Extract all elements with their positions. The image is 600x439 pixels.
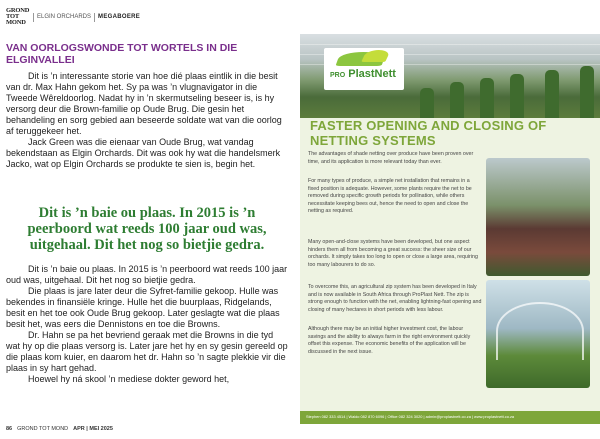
page-number: 86: [6, 426, 13, 432]
article-paragraph: Hoewel hy ná skool ’n mediese dokter geword het,: [28, 374, 230, 384]
article-body-top: [6, 71, 288, 170]
footer-magazine: GROND TOT MOND: [17, 426, 69, 432]
advert-paragraph: To overcome this, an agricultural zip system has been developed in Italy and is now available in South Africa through ProPlast Nett. The zip is strong enough to function with the net, enabling lightning-fast opening and closing of many hectares in short periods with less labour.: [308, 284, 482, 313]
advert-paragraph: For many types of produce, a simple net installation that remains in a fixed position is adequate. However, some plants require the net to be removed during specific growth periods for pollination, while others necessitate keeping bees out, hence the need to open and close the netting as required.: [308, 178, 472, 214]
article-title: VAN OORLOGSWONDE TOT WORTELS IN DIE ELGINVALLEI: [6, 42, 238, 66]
contact-bar: [300, 411, 600, 424]
plant-row: [510, 74, 524, 118]
net-line: [300, 44, 600, 45]
plant-row: [545, 70, 559, 118]
advert-paragraph: Many open-and-close systems have been developed, but one aspect hinders them all from becoming a great success: the sheer size of our orchards. It simply takes too long to open or close a large area, requiring too many labourers to do so.: [308, 239, 478, 268]
orchard-photo: [486, 158, 590, 276]
header-divider: [33, 13, 34, 22]
article-paragraph: Jack Green was die eienaar van Oude Brug, wat vandag bekendstaan as Elgin Orchards. Dit was ook hy wat die handelsmerk Jacko, wat op Elgin Orchards se produkte te sien is, begin het.: [6, 137, 281, 169]
pull-quote: Dit is ’n baie ou plaas. In 2015 is ’n peerboord wat reeds 100 jaar oud was, uitgehaal. Dit het nog so bietjie gedra.: [27, 205, 267, 253]
advert-title: FASTER OPENING AND CLOSING OF NETTING SYSTEMS: [310, 118, 547, 148]
plant-row: [420, 88, 434, 118]
page-header: [6, 7, 141, 26]
header-section: ELGIN ORCHARDS: [37, 14, 92, 20]
advert-panel: [300, 118, 600, 411]
page-footer: [6, 426, 113, 432]
tunnel-photo: [486, 280, 590, 388]
magazine-logo: GROND TOT MOND: [6, 7, 30, 26]
article-paragraph: Dit is ’n interessante storie van hoe dié plaas eintlik in die besit van dr. Max Hahn gekom het. Sy pa was ’n vlugnavigator in die Tweede Wêreldoorlog. Nadat hy in ’n skermutseling beseer is, is hy versorg deur die Brown-familie op Oude Brug. Die gesin het behandeling en sorg gebied aan beseerde soldate wat van die oorlog af teruggekeer het.: [6, 71, 282, 136]
brand-logo: [324, 48, 404, 90]
plant-row: [450, 82, 464, 118]
article-body-bottom: [6, 264, 288, 385]
plant-row: [580, 66, 594, 118]
header-subsection: MEGABOERE: [98, 14, 141, 20]
tunnel-arch: [496, 302, 584, 360]
article-paragraph: Die plaas is jare later deur die Syfret-familie gekoop. Hulle was bekendes in finansiële kringe. Hulle het die buurplaas, Ridgelands, besit en het toe ook Oude Brug gekoop. Later geslagte wat die plaas besit het, was eers die Dennistons en toe die Browns.: [6, 286, 280, 329]
header-divider: [94, 13, 95, 22]
advert-paragraph: Although there may be an initial higher investment cost, the labour savings and the ability to always farm in the right environment quickly offset this expense. The economic benefits of the application will be discussed in the next issue.: [308, 326, 471, 355]
article-paragraph: Dr. Hahn se pa het bevriend geraak met die Browns in die tyd wat hy op die plaas versorg is. Later jare het hy en sy gesin gereeld op die plaas kom kuier, en daarom het dr. Hahn so ’n sagte plekkie vir die plaas in sy hart gehad.: [6, 330, 288, 373]
brand-wordmark: PlastNett: [348, 68, 396, 80]
plant-row: [480, 78, 494, 118]
brand-prefix: PRO: [330, 72, 346, 79]
article-paragraph: Dit is ’n baie ou plaas. In 2015 is ’n peerboord wat reeds 100 jaar oud was, uitgehaal. Dit het nog so bietjie gedra.: [6, 264, 288, 285]
brand-name: [330, 68, 396, 80]
footer-issue: APR | MEI 2025: [73, 426, 113, 432]
advert-paragraph: The advantages of shade netting over produce have been proven over time, and its application is more relevant today than ever.: [308, 151, 474, 165]
contact-details: Stephen 082 333 4514 | Waldo 082 870 6096 | Office 082 324 3020 | admin@proplastnett.co.za | www.proplastnett.co.za: [306, 414, 515, 419]
advert-page: [300, 0, 600, 439]
